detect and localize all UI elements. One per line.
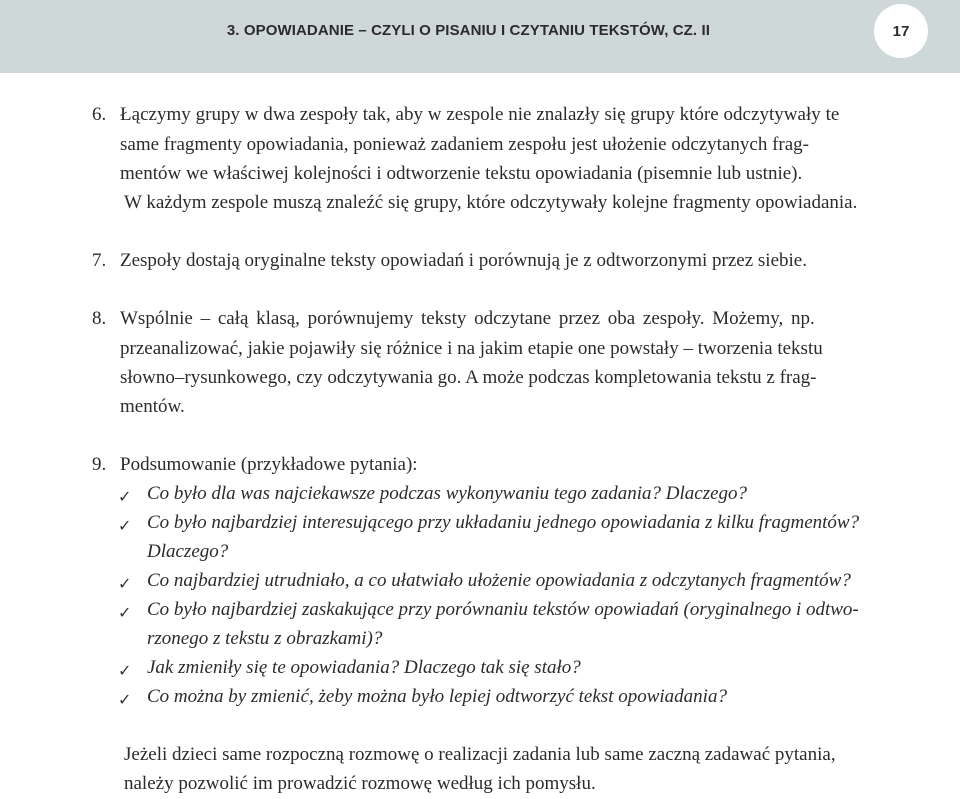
question-line: Jak zmieniły się te opowiadania? Dlaczego tak się stało? xyxy=(147,657,581,678)
item-number: 7. xyxy=(92,250,107,271)
paragraph-line: Łączymy grupy w dwa zespoły tak, aby w zespole nie znalazły się grupy które odczytywały te xyxy=(120,104,840,125)
paragraph-line: Wspólnie – całą klasą, porównujemy teksty odczytane przez oba zespoły. Możemy, np. xyxy=(120,308,815,329)
paragraph-line: słowno–rysunkowego, czy odczytywania go. A może podczas kompletowania tekstu z frag- xyxy=(120,367,817,388)
check-icon: ✓ xyxy=(118,690,132,709)
paragraph-line: mentów. xyxy=(120,396,185,417)
question-line: Co było najbardziej interesującego przy układaniu jednego opowiadania z kilku fragmentów? xyxy=(147,512,860,533)
check-icon: ✓ xyxy=(118,487,132,506)
paragraph-line: W każdym zespole muszą znaleźć się grupy, które odczytywały kolejne fragmenty opowiadania. xyxy=(124,192,858,213)
item-number: 8. xyxy=(92,308,107,329)
question-line: Co było najbardziej zaskakujące przy porównaniu tekstów opowiadań (oryginalnego i odtwo- xyxy=(147,599,859,620)
closing-line: należy pozwolić im prowadzić rozmowę według ich pomysłu. xyxy=(124,773,596,794)
page-number: 17 xyxy=(892,22,910,40)
item-number: 6. xyxy=(92,104,107,125)
paragraph-line: Podsumowanie (przykładowe pytania): xyxy=(120,454,418,475)
question-line: Co było dla was najciekawsze podczas wykonywaniu tego zadania? Dlaczego? xyxy=(147,483,748,504)
question-line: Co można by zmienić, żeby można było lepiej odtworzyć tekst opowiadania? xyxy=(147,686,727,707)
question-line: rzonego z tekstu z obrazkami)? xyxy=(147,628,383,649)
paragraph-line: same fragmenty opowiadania, ponieważ zadaniem zespołu jest ułożenie odczytanych frag- xyxy=(120,134,809,155)
check-icon: ✓ xyxy=(118,603,132,622)
closing-line: Jeżeli dzieci same rozpoczną rozmowę o realizacji zadania lub same zaczną zadawać pytania, xyxy=(124,744,836,765)
paragraph-line: przeanalizować, jakie pojawiły się różnice i na jakim etapie one powstały – tworzenia tekstu xyxy=(120,338,823,359)
check-icon: ✓ xyxy=(118,661,132,680)
check-icon: ✓ xyxy=(118,516,132,535)
check-icon: ✓ xyxy=(118,574,132,593)
item-number: 9. xyxy=(92,454,107,475)
question-line: Co najbardziej utrudniało, a co ułatwiało ułożenie opowiadania z odczytanych fragmentów? xyxy=(147,570,851,591)
question-line: Dlaczego? xyxy=(147,541,229,562)
chapter-title: 3. OPOWIADANIE – CZYLI O PISANIU I CZYTANIU TEKSTÓW, CZ. II xyxy=(226,22,710,39)
paragraph-line: Zespoły dostają oryginalne teksty opowiadań i porównują je z odtworzonymi przez siebie. xyxy=(120,250,807,271)
paragraph-line: mentów we właściwej kolejności i odtworzenie tekstu opowiadania (pisemnie lub ustnie). xyxy=(120,163,803,184)
